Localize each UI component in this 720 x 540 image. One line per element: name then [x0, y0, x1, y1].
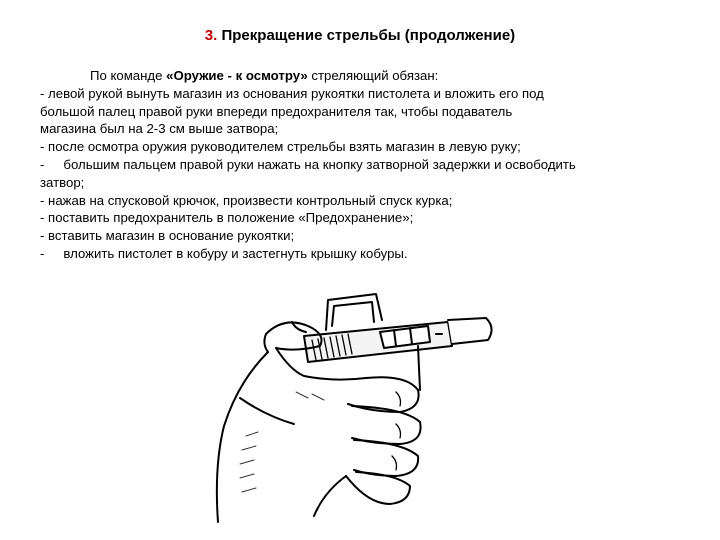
instruction-line — [40, 245, 680, 263]
intro-prefix: По команде — [90, 68, 167, 83]
instruction-line: - вставить магазин в основание рукоятки; — [40, 228, 295, 244]
instructions-body — [40, 67, 680, 263]
instruction-line: затвор; — [40, 174, 85, 190]
instruction-line: - после осмотра оружия руководителем стрельбы взять магазин в левую руку; — [40, 139, 521, 155]
intro-suffix: стреляющий обязан: — [307, 68, 439, 83]
intro-command: «Оружие - к осмотру» — [166, 68, 308, 83]
hand-holding-pistol-drawing — [196, 286, 496, 530]
instruction-line: магазина был на 2-3 см выше затвора; — [40, 121, 279, 137]
instruction-text: вложить пистолет в кобуру и застегнуть крышку кобуры. — [63, 245, 408, 261]
slide-title — [0, 27, 720, 44]
instruction-line: - поставить предохранитель в положение «Предохранение»; — [40, 210, 414, 226]
instruction-text: большим пальцем правой руки нажать на кнопку затворной задержки и освободить — [63, 156, 576, 172]
instruction-line — [40, 156, 680, 174]
instruction-line: большой палец правой руки впереди предохранителя так, чтобы подаватель — [40, 103, 513, 119]
title-text: Прекращение стрельбы (продолжение) — [221, 27, 516, 44]
intro-line — [40, 67, 680, 85]
bullet-dash: - — [40, 156, 45, 172]
title-number: 3. — [204, 27, 218, 44]
instruction-line: - нажав на спусковой крючок, произвести контрольный спуск курка; — [40, 192, 453, 208]
bullet-dash: - — [40, 245, 45, 261]
instruction-line: - левой рукой вынуть магазин из основания рукоятки пистолета и вложить его под — [40, 85, 544, 101]
